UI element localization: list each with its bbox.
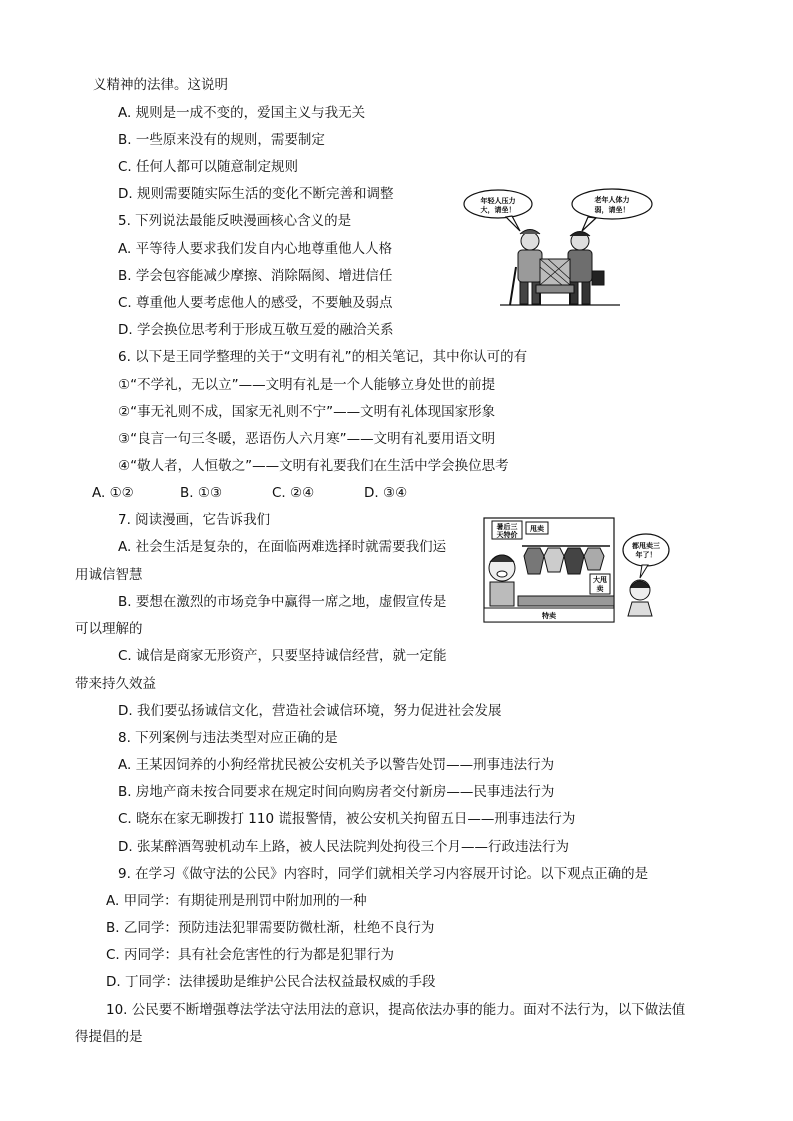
- q4-option-d: D. 规则需要随实际生活的变化不断完善和调整: [118, 186, 394, 202]
- line-cont: 义精神的法律。这说明: [93, 77, 228, 93]
- q8-option-d: D. 张某醉酒驾驶机动车上路，被人民法院判处拘役三个月——行政违法行为: [118, 839, 569, 855]
- q8-option-a: A. 王某因饲养的小狗经常扰民被公安机关予以警告处罚——刑事违法行为: [118, 757, 555, 773]
- q6-option-b: B. ①③: [180, 485, 223, 501]
- q6-option-c: C. ②④: [272, 485, 315, 501]
- banner-sale: 特卖: [542, 612, 556, 620]
- q7-stem: 7. 阅读漫画，它告诉我们: [118, 512, 271, 528]
- girl-bubble-line2: 年了！: [635, 551, 657, 559]
- girl-bubble-line1: 都甩卖三: [632, 542, 660, 550]
- q5-stem: 5. 下列说法最能反映漫画核心含义的是: [118, 213, 352, 229]
- q5-option-d: D. 学会换位思考利于形成互敬互爱的融洽关系: [118, 322, 394, 338]
- q6-note-4: ④“敬人者，人恒敬之”——文明有礼要我们在生活中学会换位思考: [118, 458, 509, 474]
- q10-stem-cont: 得提倡的是: [75, 1029, 143, 1045]
- sign-a-line1: 暑后三: [496, 523, 518, 531]
- q9-stem: 9. 在学习《做守法的公民》内容时，同学们就相关学习内容展开讨论。以下观点正确的是: [118, 866, 649, 882]
- q7-option-a-cont: 用诚信智慧: [75, 567, 143, 583]
- q9-option-c: C. 丙同学：具有社会危害性的行为都是犯罪行为: [106, 947, 395, 963]
- q9-option-b: B. 乙同学：预防违法犯罪需要防微杜渐，杜绝不良行为: [106, 920, 435, 936]
- q6-option-a: A. ①②: [92, 485, 134, 501]
- q8-option-c: C. 晓东在家无聊拨打 110 谎报警情，被公安机关拘留五日——刑事违法行为: [118, 811, 576, 827]
- q4-option-c: C. 任何人都可以随意制定规则: [118, 159, 299, 175]
- q4-option-b: B. 一些原来没有的规则，需要制定: [118, 132, 325, 148]
- sign-a-line2: 天特价: [496, 531, 518, 539]
- cartoon-seat-courtesy: [460, 187, 660, 315]
- sign-c-line2: 卖: [596, 585, 604, 593]
- bubble-left-line2: 大，请坐！: [480, 206, 516, 214]
- q6-note-3: ③“良言一句三冬暖，恶语伤人六月寒”——文明有礼要用语文明: [118, 431, 496, 447]
- q6-note-2: ②“事无礼则不成，国家无礼则不宁”——文明有礼体现国家形象: [118, 404, 496, 420]
- q10-stem: 10. 公民要不断增强尊法学法守法用法的意识，提高依法办事的能力。面对不法行为，以下做法值: [106, 1002, 686, 1018]
- q4-option-a: A. 规则是一成不变的，爱国主义与我无关: [118, 105, 366, 121]
- q7-option-d: D. 我们要弘扬诚信文化，营造社会诚信环境，努力促进社会发展: [118, 703, 502, 719]
- bubble-left-line1: 年轻人压力: [480, 197, 516, 205]
- sign-c-line1: 大甩: [593, 576, 607, 584]
- q7-option-a: A. 社会生活是复杂的，在面临两难选择时就需要我们运: [118, 539, 447, 555]
- bubble-right-line1: 老年人体力: [594, 196, 630, 204]
- q8-stem: 8. 下列案例与违法类型对应正确的是: [118, 730, 338, 746]
- q9-option-a: A. 甲同学：有期徒刑是刑罚中附加刑的一种: [106, 893, 367, 909]
- q6-stem: 6. 以下是王同学整理的关于“文明有礼”的相关笔记，其中你认可的有: [118, 349, 528, 365]
- q6-note-1: ①“不学礼，无以立”——文明有礼是一个人能够立身处世的前提: [118, 377, 496, 393]
- sign-b: 甩卖: [530, 525, 544, 533]
- q6-option-d: D. ③④: [364, 485, 408, 501]
- q9-option-d: D. 丁同学：法律援助是维护公民合法权益最权威的手段: [106, 974, 436, 990]
- cartoon-shop-sale: [482, 516, 672, 628]
- q7-option-c-cont: 带来持久效益: [75, 676, 156, 692]
- q7-option-b: B. 要想在激烈的市场竞争中赢得一席之地，虚假宣传是: [118, 594, 447, 610]
- q7-option-c: C. 诚信是商家无形资产，只要坚持诚信经营，就一定能: [118, 648, 447, 664]
- q5-option-c: C. 尊重他人要考虑他人的感受，不要触及弱点: [118, 295, 393, 311]
- q8-option-b: B. 房地产商未按合同要求在规定时间向购房者交付新房——民事违法行为: [118, 784, 555, 800]
- q5-option-a: A. 平等待人要求我们发自内心地尊重他人人格: [118, 241, 393, 257]
- bubble-right-line2: 弱，请坐！: [594, 206, 630, 214]
- q7-option-b-cont: 可以理解的: [75, 621, 143, 637]
- q5-option-b: B. 学会包容能减少摩擦、消除隔阂、增进信任: [118, 268, 393, 284]
